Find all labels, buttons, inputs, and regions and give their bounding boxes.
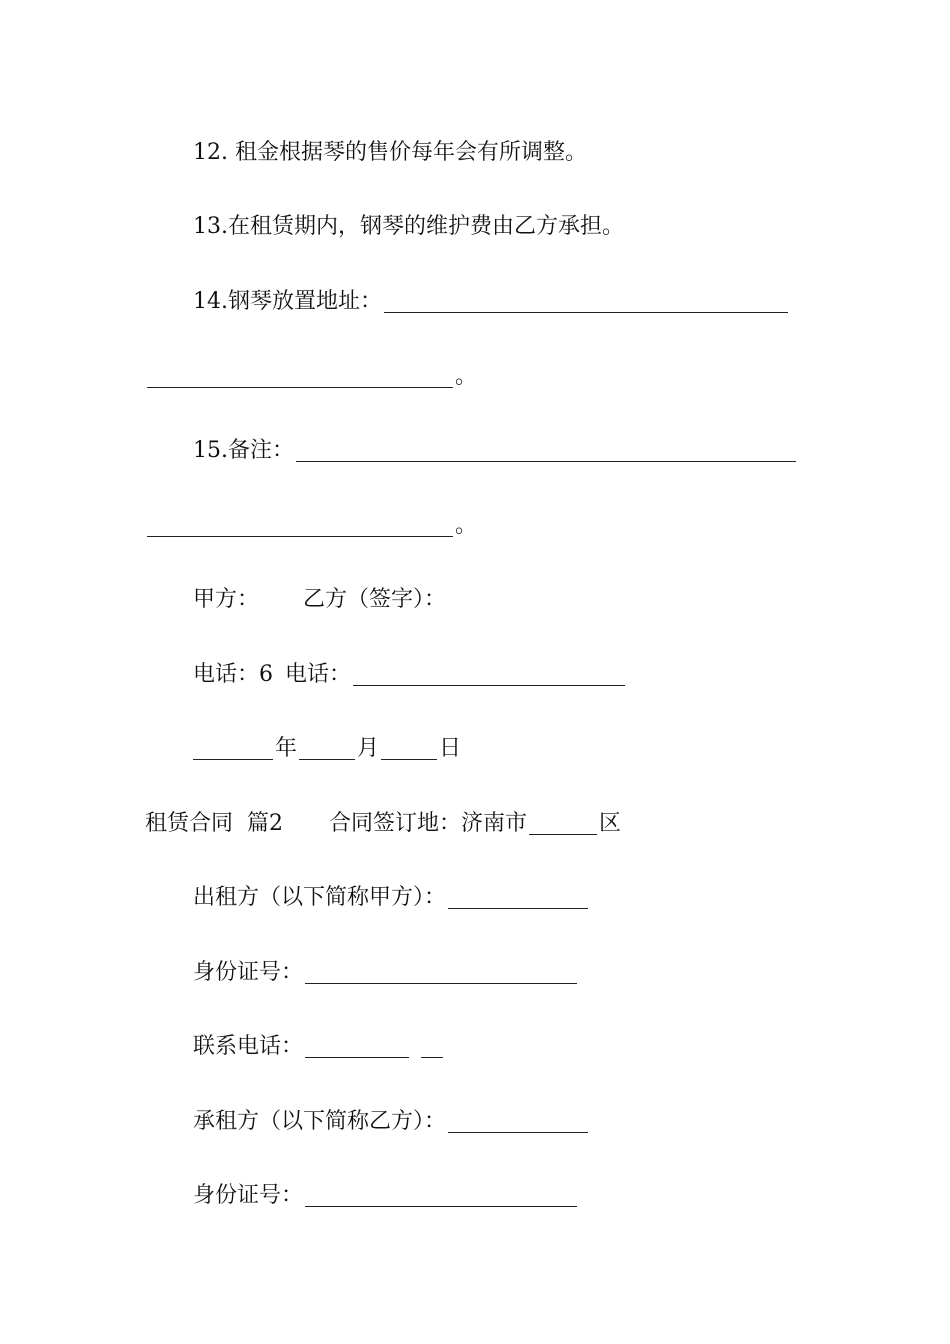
month-blank [299,737,355,760]
lessee-id-blank [305,1184,577,1207]
item-12 [193,138,587,168]
lessor [193,883,590,913]
lessee-label: 承租方（以下简称乙方）： [193,1109,447,1134]
lessor-label: 出租方（以下简称甲方）： [193,885,447,910]
item-14-label: 14.钢琴放置地址： [193,289,382,314]
lessor-phone-blank [305,1035,409,1058]
parties [193,585,446,615]
remarks-blank-2 [147,514,453,537]
item-14 [193,287,790,317]
section-title: 租赁合同 [145,811,234,836]
party-a-label: 甲方： [193,587,260,612]
lessor-phone-blank-2 [421,1035,443,1058]
party-b-label: 乙方（签字）： [303,587,447,612]
district-blank [529,812,597,835]
address-blank [384,290,788,313]
day-blank [381,737,437,760]
phone-b-blank [353,663,625,686]
sign-district: 区 [599,811,622,836]
item-13 [193,212,624,242]
phones [193,660,627,690]
lessee-id-label: 身份证号： [193,1183,304,1208]
date-month: 月 [357,736,380,761]
lessee-blank [448,1110,588,1133]
phone-a: 电话：6 [193,662,273,687]
lessor-id-label: 身份证号： [193,960,304,985]
remarks-blank [296,439,796,462]
lessee [193,1107,590,1137]
sign-place: 合同签订地：济南市 [329,811,528,836]
lessor-phone [193,1032,445,1062]
section-number: 篇2 [247,811,284,836]
lessor-id-blank [305,961,577,984]
date-year: 年 [275,736,298,761]
item-14-continued [145,362,477,392]
lessor-id [193,958,579,988]
item-15-label: 15.备注： [193,438,294,463]
year-blank [193,737,273,760]
lessor-blank [448,886,588,909]
phone-b-label: 电话： [285,662,352,687]
item-13-text: 13.在租赁期内，钢琴的维护费由乙方承担。 [193,214,624,239]
item-15-end: 。 [455,513,478,538]
address-blank-2 [147,365,453,388]
date-day: 日 [439,736,462,761]
date-line [193,734,461,764]
section-header [145,809,621,839]
lessor-phone-label: 联系电话： [193,1034,304,1059]
item-15-continued [145,511,477,541]
item-12-text: 12. 租金根据琴的售价每年会有所调整。 [193,140,587,165]
item-14-end: 。 [455,364,478,389]
item-15 [193,436,798,466]
lessee-id [193,1181,579,1211]
